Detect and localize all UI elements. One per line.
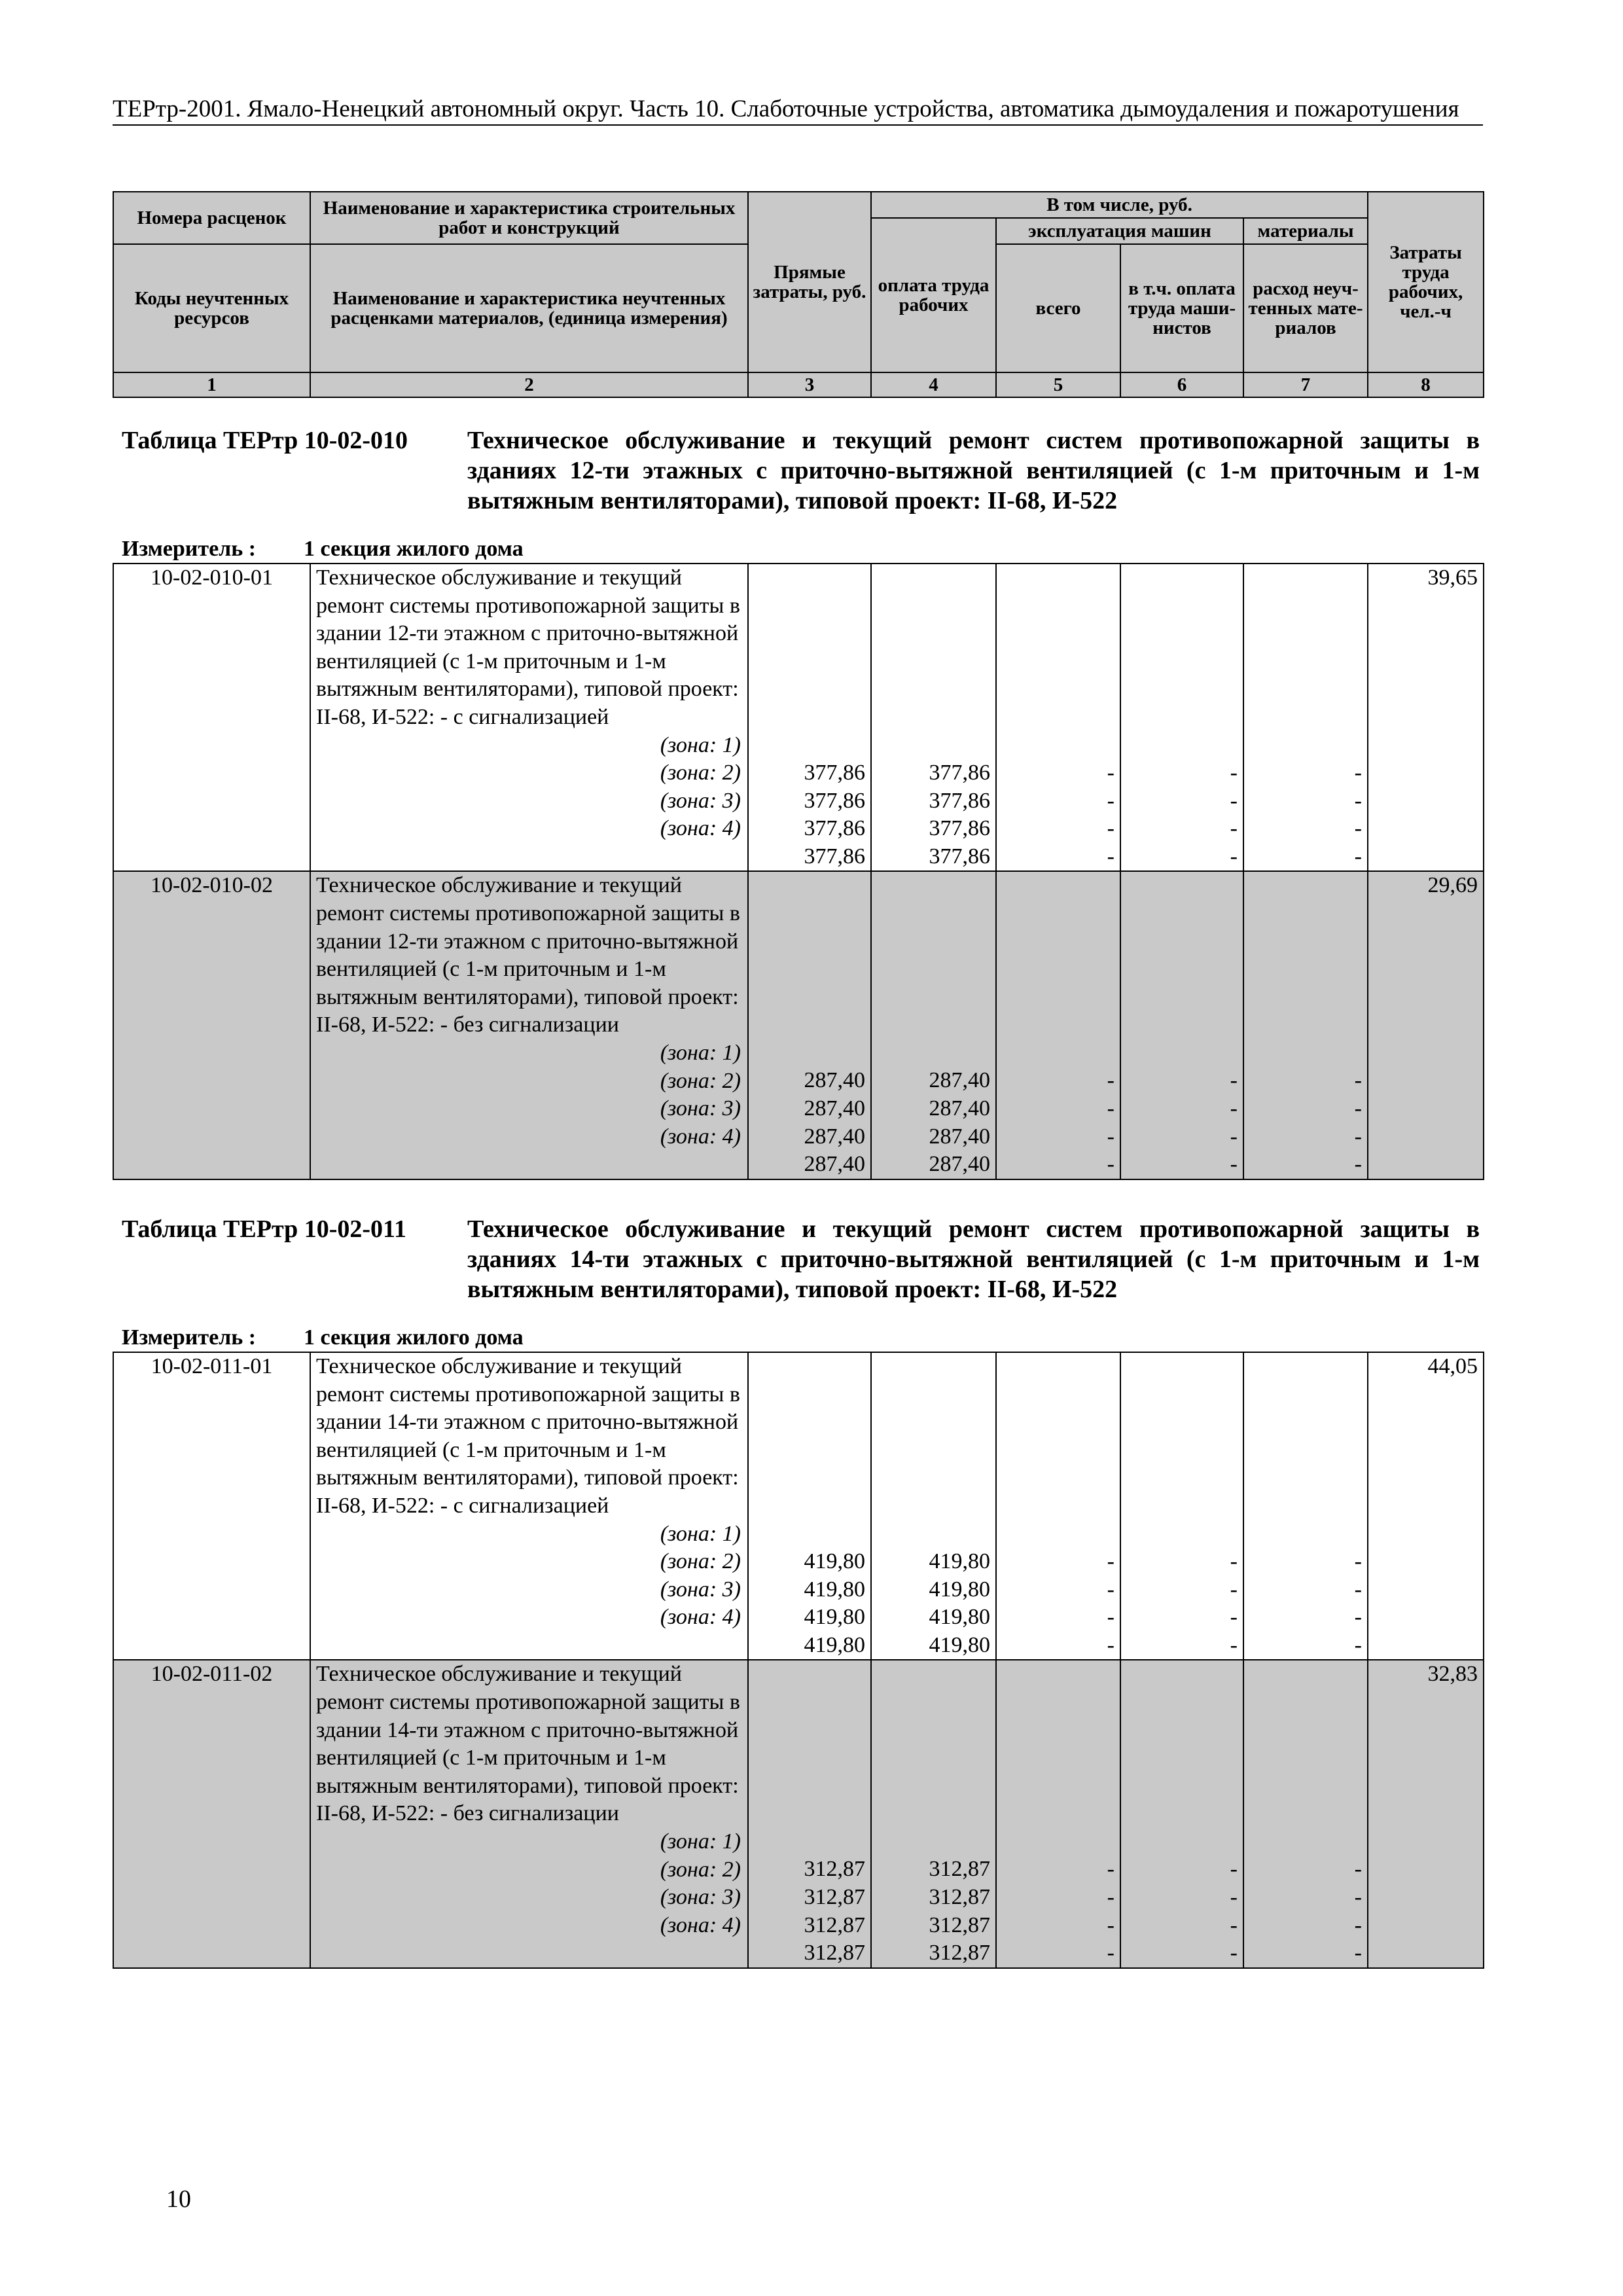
- materials-value: -: [1354, 1152, 1362, 1177]
- zone-label: (зона: 2): [660, 1068, 741, 1093]
- materials-value: -: [1354, 1068, 1362, 1093]
- wages-value: 287,40: [929, 1152, 990, 1177]
- machinists-value: -: [1230, 1605, 1238, 1630]
- column-number: 8: [1368, 372, 1484, 397]
- meter-line: [122, 537, 524, 562]
- column-number: 1: [113, 372, 310, 397]
- column-number: 7: [1243, 372, 1368, 397]
- zone-label: (зона: 4): [660, 1124, 741, 1149]
- col2-header-bottom: Наименование и характеристика неучтенных расценками материалов, (единица измерения): [310, 244, 748, 372]
- wages-value: 419,80: [929, 1605, 990, 1630]
- col8-header: Затраты труда рабочих, чел.-ч: [1368, 192, 1484, 372]
- col1-header-top: Номера расценок: [113, 192, 310, 244]
- materials-value: -: [1354, 1857, 1362, 1882]
- wages-cell: [871, 1352, 996, 1660]
- wages-value: 287,40: [929, 1096, 990, 1121]
- wages-value: 377,86: [929, 816, 990, 841]
- rate-description: [310, 871, 748, 1179]
- column-number: 3: [748, 372, 871, 397]
- machinists-cell: [1120, 871, 1243, 1179]
- zone-label: (зона: 1): [660, 1040, 741, 1065]
- machines-value: -: [1107, 1124, 1115, 1149]
- table-title: Техническое обслуживание и текущий ремонт систем противопожарной защиты в зданиях 14-ти этажных с приточно-вытяжной вентиляцией (с 1-м приточным и 1-м вытяжным вентиляторами), типовой проект: II-68, И-522: [467, 1215, 1480, 1303]
- rates-table: [113, 1352, 1484, 1969]
- machines-value: -: [1107, 1577, 1115, 1602]
- machinists-value: -: [1230, 1941, 1238, 1965]
- materials-value: -: [1354, 1096, 1362, 1121]
- machines-value: -: [1107, 1096, 1115, 1121]
- document-header: ТЕРтр-2001. Ямало-Ненецкий автономный округ. Часть 10. Слаботочные устройства, автоматика дымоудаления и пожаротушения: [113, 96, 1483, 126]
- rate-code: 10-02-011-02: [113, 1660, 310, 1967]
- rate-description: [310, 1352, 748, 1660]
- col5-header: всего: [996, 244, 1120, 372]
- labor-cost: 39,65: [1368, 564, 1484, 871]
- wages-value: 287,40: [929, 1068, 990, 1093]
- direct-cost-value: 419,80: [804, 1577, 865, 1602]
- labor-cost: 32,83: [1368, 1660, 1484, 1967]
- machines-value: -: [1107, 1857, 1115, 1882]
- machines-cell: [996, 1660, 1120, 1967]
- materials-value: -: [1354, 1577, 1362, 1602]
- wages-cell: [871, 564, 996, 871]
- direct-cost-value: 287,40: [804, 1124, 865, 1149]
- machinists-value: -: [1230, 1632, 1238, 1657]
- machinists-value: -: [1230, 816, 1238, 841]
- machines-value: -: [1107, 1884, 1115, 1909]
- rate-name: Техническое обслуживание и текущий ремонт системы противопожарной защиты в здании 14-ти этажном с приточно-вытяжной вентиляцией (с 1-м приточным и 1-м вытяжным вентиляторами), типовой проект: II-68, И-522: - без сигнализации: [316, 1662, 740, 1826]
- wages-value: 377,86: [929, 844, 990, 869]
- rate-code: 10-02-011-01: [113, 1352, 310, 1660]
- direct-cost-cell: [748, 564, 871, 871]
- rate-code: 10-02-010-02: [113, 871, 310, 1179]
- direct-cost-value: 312,87: [804, 1884, 865, 1909]
- wages-value: 312,87: [929, 1912, 990, 1937]
- wages-value: 419,80: [929, 1549, 990, 1573]
- wages-value: 377,86: [929, 761, 990, 785]
- machines-value: -: [1107, 1632, 1115, 1657]
- meter-value: 1 секция жилого дома: [304, 1325, 524, 1350]
- table-number: Таблица ТЕРтр 10-02-010: [122, 427, 408, 454]
- machinists-value: -: [1230, 844, 1238, 869]
- table-number: Таблица ТЕРтр 10-02-011: [122, 1215, 406, 1243]
- machinists-value: -: [1230, 1124, 1238, 1149]
- materials-value: -: [1354, 788, 1362, 813]
- zone-label: (зона: 2): [660, 1857, 741, 1882]
- wages-value: 312,87: [929, 1857, 990, 1882]
- direct-cost-value: 419,80: [804, 1605, 865, 1630]
- wages-value: 377,86: [929, 788, 990, 813]
- meter-line: [122, 1325, 524, 1350]
- machinists-cell: [1120, 1660, 1243, 1967]
- wages-cell: [871, 1660, 996, 1967]
- materials-value: -: [1354, 1124, 1362, 1149]
- materials-value: -: [1354, 1884, 1362, 1909]
- direct-cost-value: 287,40: [804, 1152, 865, 1177]
- machines-header: эксплуатация машин: [996, 218, 1243, 244]
- rate-entry: [113, 1352, 1484, 1660]
- wages-value: 419,80: [929, 1577, 990, 1602]
- table-title: Техническое обслуживание и текущий ремонт систем противопожарной защиты в зданиях 12-ти этажных с приточно-вытяжной вентиляцией (с 1-м приточным и 1-м вытяжным вентиляторами), типовой проект: II-68, И-522: [467, 427, 1480, 514]
- machines-value: -: [1107, 788, 1115, 813]
- meter-label: Измеритель :: [122, 537, 257, 561]
- zone-label: (зона: 4): [660, 816, 741, 841]
- machinists-value: -: [1230, 1096, 1238, 1121]
- machinists-value: -: [1230, 1549, 1238, 1573]
- zone-label: (зона: 1): [660, 1521, 741, 1546]
- machines-value: -: [1107, 1912, 1115, 1937]
- zone-label: (зона: 2): [660, 761, 741, 785]
- wages-value: 287,40: [929, 1124, 990, 1149]
- column-header-table: [113, 191, 1484, 398]
- zone-label: (зона: 4): [660, 1605, 741, 1630]
- machinists-value: -: [1230, 788, 1238, 813]
- labor-cost: 44,05: [1368, 1352, 1484, 1660]
- col2-header-top: Наименование и характеристика строительных работ и конструкций: [310, 192, 748, 244]
- materials-value: -: [1354, 1605, 1362, 1630]
- machinists-value: -: [1230, 1068, 1238, 1093]
- column-number: 2: [310, 372, 748, 397]
- rate-entry: [113, 1660, 1484, 1967]
- table-title-block: [122, 425, 1480, 516]
- labor-cost: 29,69: [1368, 871, 1484, 1179]
- machinists-value: -: [1230, 1577, 1238, 1602]
- col4-header: оплата труда рабочих: [871, 218, 996, 372]
- machines-cell: [996, 871, 1120, 1179]
- zone-label: (зона: 3): [660, 1577, 741, 1602]
- materials-cell: [1243, 564, 1368, 871]
- machinists-value: -: [1230, 1884, 1238, 1909]
- materials-value: -: [1354, 816, 1362, 841]
- col7-header: расход неуч-тенных мате-риалов: [1243, 244, 1368, 372]
- materials-cell: [1243, 871, 1368, 1179]
- machinists-value: -: [1230, 1152, 1238, 1177]
- meter-value: 1 секция жилого дома: [304, 537, 524, 561]
- materials-value: -: [1354, 1941, 1362, 1965]
- zone-label: (зона: 3): [660, 788, 741, 813]
- machines-cell: [996, 564, 1120, 871]
- rate-entry: [113, 871, 1484, 1179]
- materials-value: -: [1354, 1912, 1362, 1937]
- materials-cell: [1243, 1660, 1368, 1967]
- meter-label: Измеритель :: [122, 1325, 257, 1350]
- zone-label: (зона: 3): [660, 1096, 741, 1121]
- table-title-block: [122, 1214, 1480, 1304]
- column-number: 4: [871, 372, 996, 397]
- zone-label: (зона: 2): [660, 1549, 741, 1574]
- direct-cost-value: 377,86: [804, 844, 865, 869]
- rate-name: Техническое обслуживание и текущий ремонт системы противопожарной защиты в здании 12-ти этажном с приточно-вытяжной вентиляцией (с 1-м приточным и 1-м вытяжным вентиляторами), типовой проект: II-68, И-522: - с сигнализацией: [316, 565, 740, 729]
- wages-cell: [871, 871, 996, 1179]
- direct-cost-value: 377,86: [804, 816, 865, 841]
- direct-cost-value: 312,87: [804, 1912, 865, 1937]
- wages-value: 312,87: [929, 1941, 990, 1965]
- materials-value: -: [1354, 1549, 1362, 1573]
- machines-value: -: [1107, 844, 1115, 869]
- rate-description: [310, 1660, 748, 1967]
- wages-value: 419,80: [929, 1632, 990, 1657]
- machines-cell: [996, 1352, 1120, 1660]
- zone-label: (зона: 4): [660, 1912, 741, 1937]
- direct-cost-value: 312,87: [804, 1857, 865, 1882]
- materials-value: -: [1354, 844, 1362, 869]
- rate-entry: [113, 564, 1484, 871]
- column-number: 6: [1120, 372, 1243, 397]
- direct-cost-value: 377,86: [804, 761, 865, 785]
- rate-name: Техническое обслуживание и текущий ремонт системы противопожарной защиты в здании 12-ти этажном с приточно-вытяжной вентиляцией (с 1-м приточным и 1-м вытяжным вентиляторами), типовой проект: II-68, И-522: - без сигнализации: [316, 873, 740, 1037]
- machines-value: -: [1107, 1152, 1115, 1177]
- machines-value: -: [1107, 761, 1115, 785]
- machinists-cell: [1120, 1352, 1243, 1660]
- direct-cost-value: 312,87: [804, 1941, 865, 1965]
- materials-header: материалы: [1243, 218, 1368, 244]
- materials-value: -: [1354, 761, 1362, 785]
- rate-description: [310, 564, 748, 871]
- direct-cost-value: 419,80: [804, 1549, 865, 1573]
- rates-table: [113, 563, 1484, 1180]
- machines-value: -: [1107, 1549, 1115, 1573]
- direct-cost-value: 287,40: [804, 1068, 865, 1093]
- machinists-value: -: [1230, 1857, 1238, 1882]
- direct-cost-value: 419,80: [804, 1632, 865, 1657]
- group-header: В том числе, руб.: [871, 192, 1368, 218]
- zone-label: (зона: 3): [660, 1885, 741, 1910]
- direct-cost-cell: [748, 871, 871, 1179]
- machinists-value: -: [1230, 761, 1238, 785]
- machines-value: -: [1107, 1605, 1115, 1630]
- zone-label: (зона: 1): [660, 732, 741, 757]
- machines-value: -: [1107, 1068, 1115, 1093]
- machines-value: -: [1107, 816, 1115, 841]
- wages-value: 312,87: [929, 1884, 990, 1909]
- col3-header: Прямые затраты, руб.: [748, 192, 871, 372]
- direct-cost-cell: [748, 1660, 871, 1967]
- direct-cost-value: 377,86: [804, 788, 865, 813]
- materials-cell: [1243, 1352, 1368, 1660]
- rate-code: 10-02-010-01: [113, 564, 310, 871]
- materials-value: -: [1354, 1632, 1362, 1657]
- page-number: 10: [166, 2185, 191, 2213]
- column-number: 5: [996, 372, 1120, 397]
- machines-value: -: [1107, 1941, 1115, 1965]
- machinists-cell: [1120, 564, 1243, 871]
- zone-label: (зона: 1): [660, 1829, 741, 1854]
- col1-header-bottom: Коды неучтенных ресурсов: [113, 244, 310, 372]
- direct-cost-cell: [748, 1352, 871, 1660]
- rate-name: Техническое обслуживание и текущий ремонт системы противопожарной защиты в здании 14-ти этажном с приточно-вытяжной вентиляцией (с 1-м приточным и 1-м вытяжным вентиляторами), типовой проект: II-68, И-522: - с сигнализацией: [316, 1354, 740, 1518]
- machinists-value: -: [1230, 1912, 1238, 1937]
- direct-cost-value: 287,40: [804, 1096, 865, 1121]
- col6-header: в т.ч. оплата труда маши-нистов: [1120, 244, 1243, 372]
